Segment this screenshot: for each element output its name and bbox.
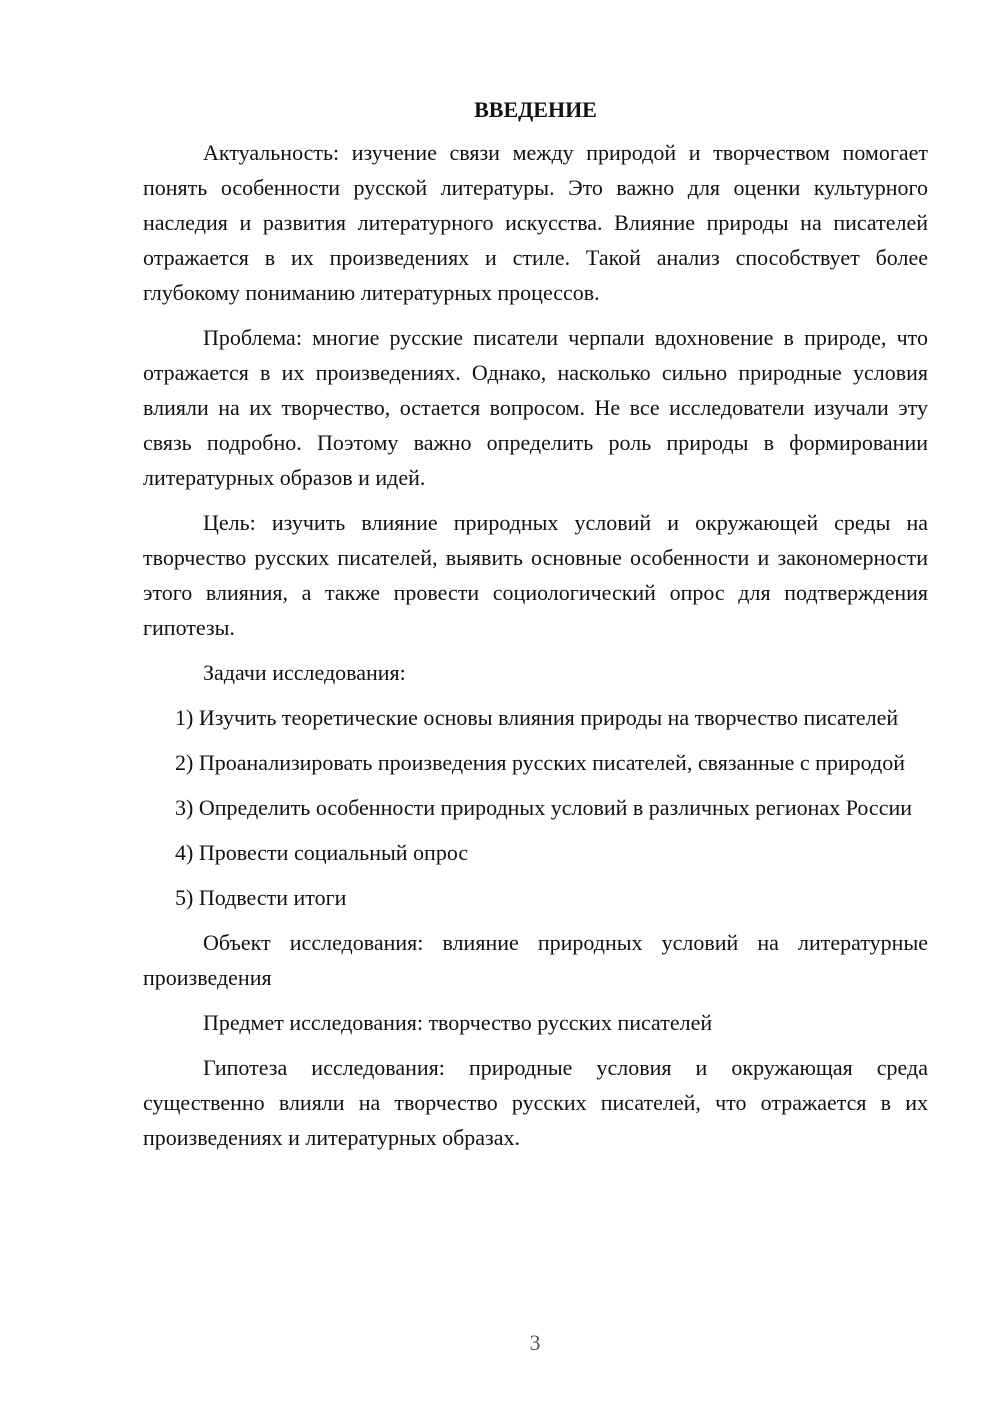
task-item: 5) Подвести итоги: [175, 885, 347, 910]
page-number: 3: [529, 1330, 541, 1355]
task-item: 2) Проанализировать произведения русских писателей, связанные с природой: [175, 750, 906, 775]
task-item: 1) Изучить теоретические основы влияния природы на творчество писателей: [175, 705, 899, 730]
paragraph-hypothesis: Гипотеза исследования: природные условия и окружающая среда существенно влияли на творчество русских писателей, что отражается в их произведениях и литературных образах.: [143, 1055, 928, 1150]
task-item: 3) Определить особенности природных условий в различных регионах России: [175, 795, 913, 820]
page-title: ВВЕДЕНИЕ: [474, 97, 597, 122]
paragraph-subject: Предмет исследования: творчество русских писателей: [203, 1010, 713, 1035]
paragraph-relevance: Актуальность: изучение связи между природой и творчеством помогает понять особенности русской литературы. Это важно для оценки культурного наследия и развития литературного искусства. Влияние природы на писателей отражается в их произведениях и стиле. Такой анализ способствует более глубокому пониманию литературных процессов.: [143, 140, 928, 305]
document-page: [143, 95, 928, 1165]
paragraph-object: Объект исследования: влияние природных условий на литературные произведения: [143, 930, 928, 990]
paragraph-problem: Проблема: многие русские писатели черпали вдохновение в природе, что отражается в их произведениях. Однако, насколько сильно природные условия влияли на их творчество, остается вопросом. Не все исследователи изучали эту связь подробно. Поэтому важно определить роль природы в формировании литературных образов и идей.: [143, 325, 928, 490]
task-item: 4) Провести социальный опрос: [175, 840, 469, 865]
tasks-heading: Задачи исследования:: [203, 660, 406, 685]
paragraph-goal: Цель: изучить влияние природных условий и окружающей среды на творчество русских писателей, выявить основные особенности и закономерности этого влияния, а также провести социологический опрос для подтверждения гипотезы.: [143, 510, 928, 640]
